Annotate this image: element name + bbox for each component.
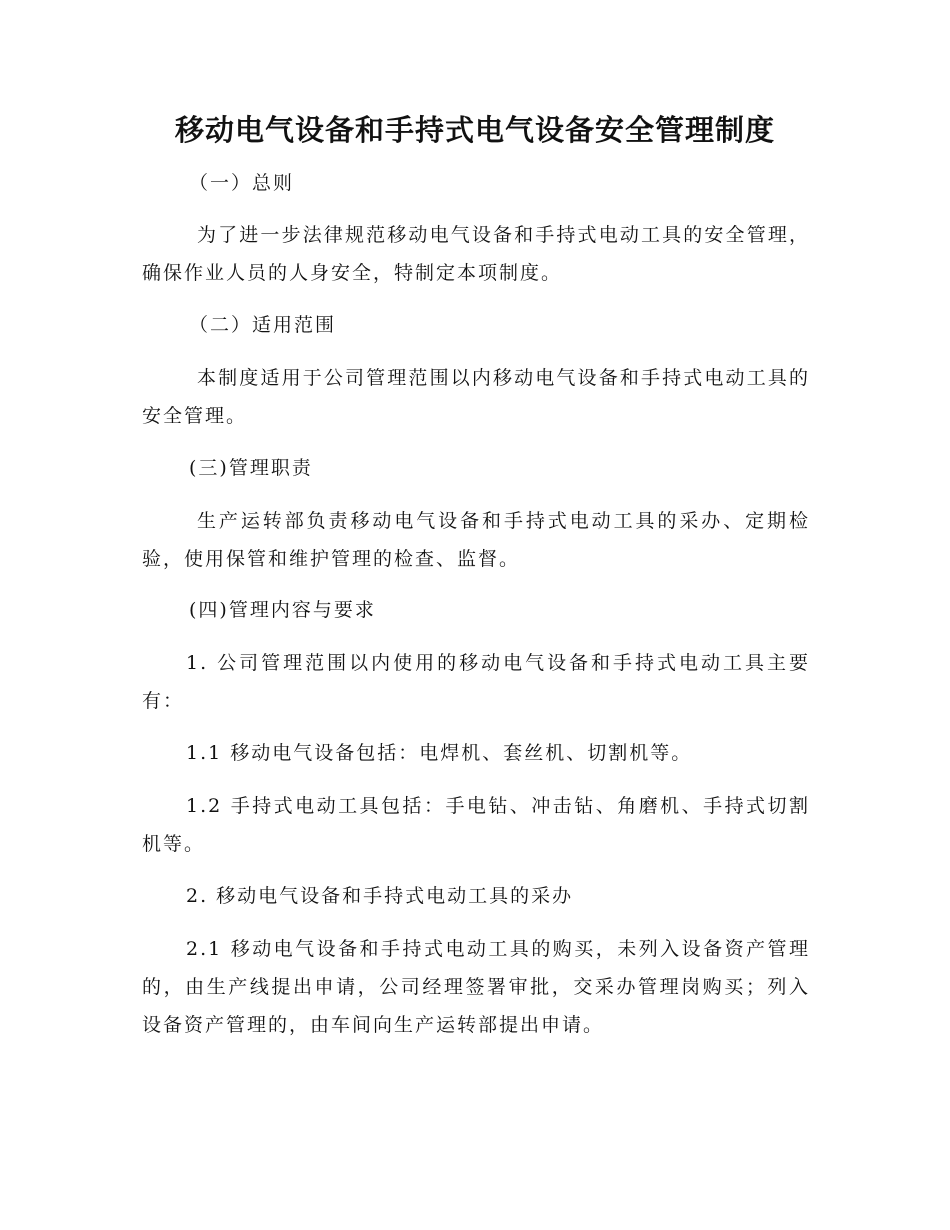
- section-heading-scope: （二）适用范围: [189, 314, 337, 336]
- paragraph-responsibility: 生产运转部负责移动电气设备和手持式电动工具的采办、定期检验，使用保管和维护管理的检查、监督。: [142, 510, 810, 570]
- paragraph-item-2-1: 2.1 移动电气设备和手持式电动工具的购买，未列入设备资产管理的，由生产线提出申请，公司经理签署审批，交采办管理岗购买；列入设备资产管理的，由车间向生产运转部提出申请。: [142, 938, 810, 1036]
- paragraph-item-2: 2. 移动电气设备和手持式电动工具的采办: [186, 885, 574, 907]
- document-title: 移动电气设备和手持式电气设备安全管理制度: [174, 113, 775, 147]
- paragraph-item-1-1: 1.1 移动电气设备包括：电焊机、套丝机、切割机等。: [186, 742, 693, 764]
- section-heading-requirements: (四)管理内容与要求: [189, 599, 376, 621]
- section-heading-general: （一）总则: [189, 172, 295, 194]
- paragraph-item-1-2: 1.2 手持式电动工具包括：手电钻、冲击钻、角磨机、手持式切割机等。: [142, 795, 810, 855]
- section-heading-responsibility: (三)管理职责: [189, 457, 313, 479]
- paragraph-general: 为了进一步法律规范移动电气设备和手持式电动工具的安全管理，确保作业人员的人身安全，特制定本项制度。: [142, 224, 810, 284]
- paragraph-item-1: 1. 公司管理范围以内使用的移动电气设备和手持式电动工具主要有：: [142, 652, 810, 712]
- paragraph-scope: 本制度适用于公司管理范围以内移动电气设备和手持式电动工具的安全管理。: [142, 367, 810, 427]
